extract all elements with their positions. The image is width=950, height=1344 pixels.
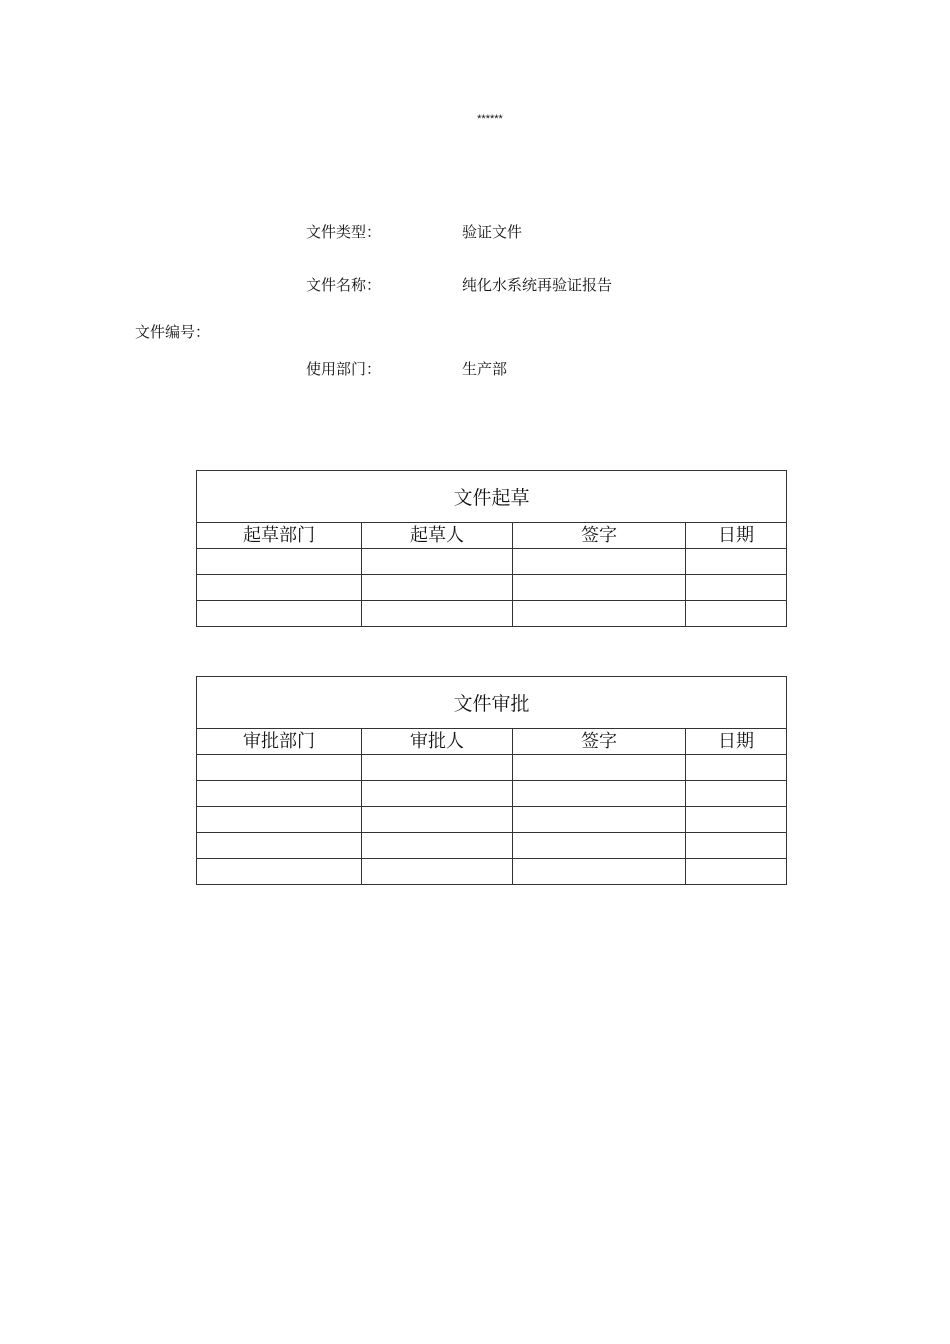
- approval-table-title: 文件审批: [197, 677, 787, 729]
- type-label: 文件类型：: [306, 223, 382, 241]
- table-cell[interactable]: [513, 807, 686, 833]
- table-row: [197, 833, 787, 859]
- table-cell[interactable]: [513, 859, 686, 885]
- approval-col-date: 日期: [686, 729, 787, 755]
- table-row: [197, 859, 787, 885]
- table-cell[interactable]: [686, 575, 787, 601]
- type-value: 验证文件: [462, 223, 523, 241]
- dept-value: 生产部: [462, 360, 508, 378]
- approval-table: [196, 676, 787, 885]
- table-cell[interactable]: [362, 755, 513, 781]
- draft-col-date: 日期: [686, 523, 787, 549]
- table-cell[interactable]: [197, 833, 362, 859]
- table-row: [197, 601, 787, 627]
- draft-table-header: [197, 523, 787, 549]
- table-cell[interactable]: [513, 575, 686, 601]
- table-row: [197, 549, 787, 575]
- table-cell[interactable]: [197, 807, 362, 833]
- table-cell[interactable]: [513, 755, 686, 781]
- table-cell[interactable]: [362, 833, 513, 859]
- table-cell[interactable]: [362, 859, 513, 885]
- table-cell[interactable]: [197, 601, 362, 627]
- table-cell[interactable]: [197, 549, 362, 575]
- table-cell[interactable]: [686, 601, 787, 627]
- approval-col-signature: 签字: [513, 729, 686, 755]
- approval-col-dept: 审批部门: [197, 729, 362, 755]
- table-cell[interactable]: [197, 755, 362, 781]
- table-cell[interactable]: [686, 833, 787, 859]
- draft-col-dept: 起草部门: [197, 523, 362, 549]
- approval-col-person: 审批人: [362, 729, 513, 755]
- draft-table-title: 文件起草: [197, 471, 787, 523]
- table-cell[interactable]: [197, 781, 362, 807]
- name-value: 纯化水系统再验证报告: [462, 276, 613, 294]
- table-cell[interactable]: [513, 833, 686, 859]
- table-cell[interactable]: [362, 575, 513, 601]
- header-mark: ******: [477, 113, 503, 125]
- table-cell[interactable]: [197, 575, 362, 601]
- table-row: [197, 575, 787, 601]
- number-label: 文件编号：: [135, 323, 211, 341]
- table-cell[interactable]: [362, 781, 513, 807]
- draft-col-person: 起草人: [362, 523, 513, 549]
- table-cell[interactable]: [197, 859, 362, 885]
- name-label: 文件名称：: [306, 276, 382, 294]
- table-row: [197, 781, 787, 807]
- table-cell[interactable]: [686, 755, 787, 781]
- table-cell[interactable]: [686, 549, 787, 575]
- table-cell[interactable]: [686, 807, 787, 833]
- table-row: [197, 755, 787, 781]
- table-cell[interactable]: [513, 549, 686, 575]
- table-cell[interactable]: [513, 601, 686, 627]
- table-cell[interactable]: [362, 601, 513, 627]
- table-cell[interactable]: [513, 781, 686, 807]
- table-cell[interactable]: [686, 859, 787, 885]
- table-cell[interactable]: [686, 781, 787, 807]
- table-cell[interactable]: [362, 549, 513, 575]
- table-row: [197, 807, 787, 833]
- approval-table-header: [197, 729, 787, 755]
- table-cell[interactable]: [362, 807, 513, 833]
- draft-col-signature: 签字: [513, 523, 686, 549]
- dept-label: 使用部门：: [306, 360, 382, 378]
- draft-table: [196, 470, 787, 627]
